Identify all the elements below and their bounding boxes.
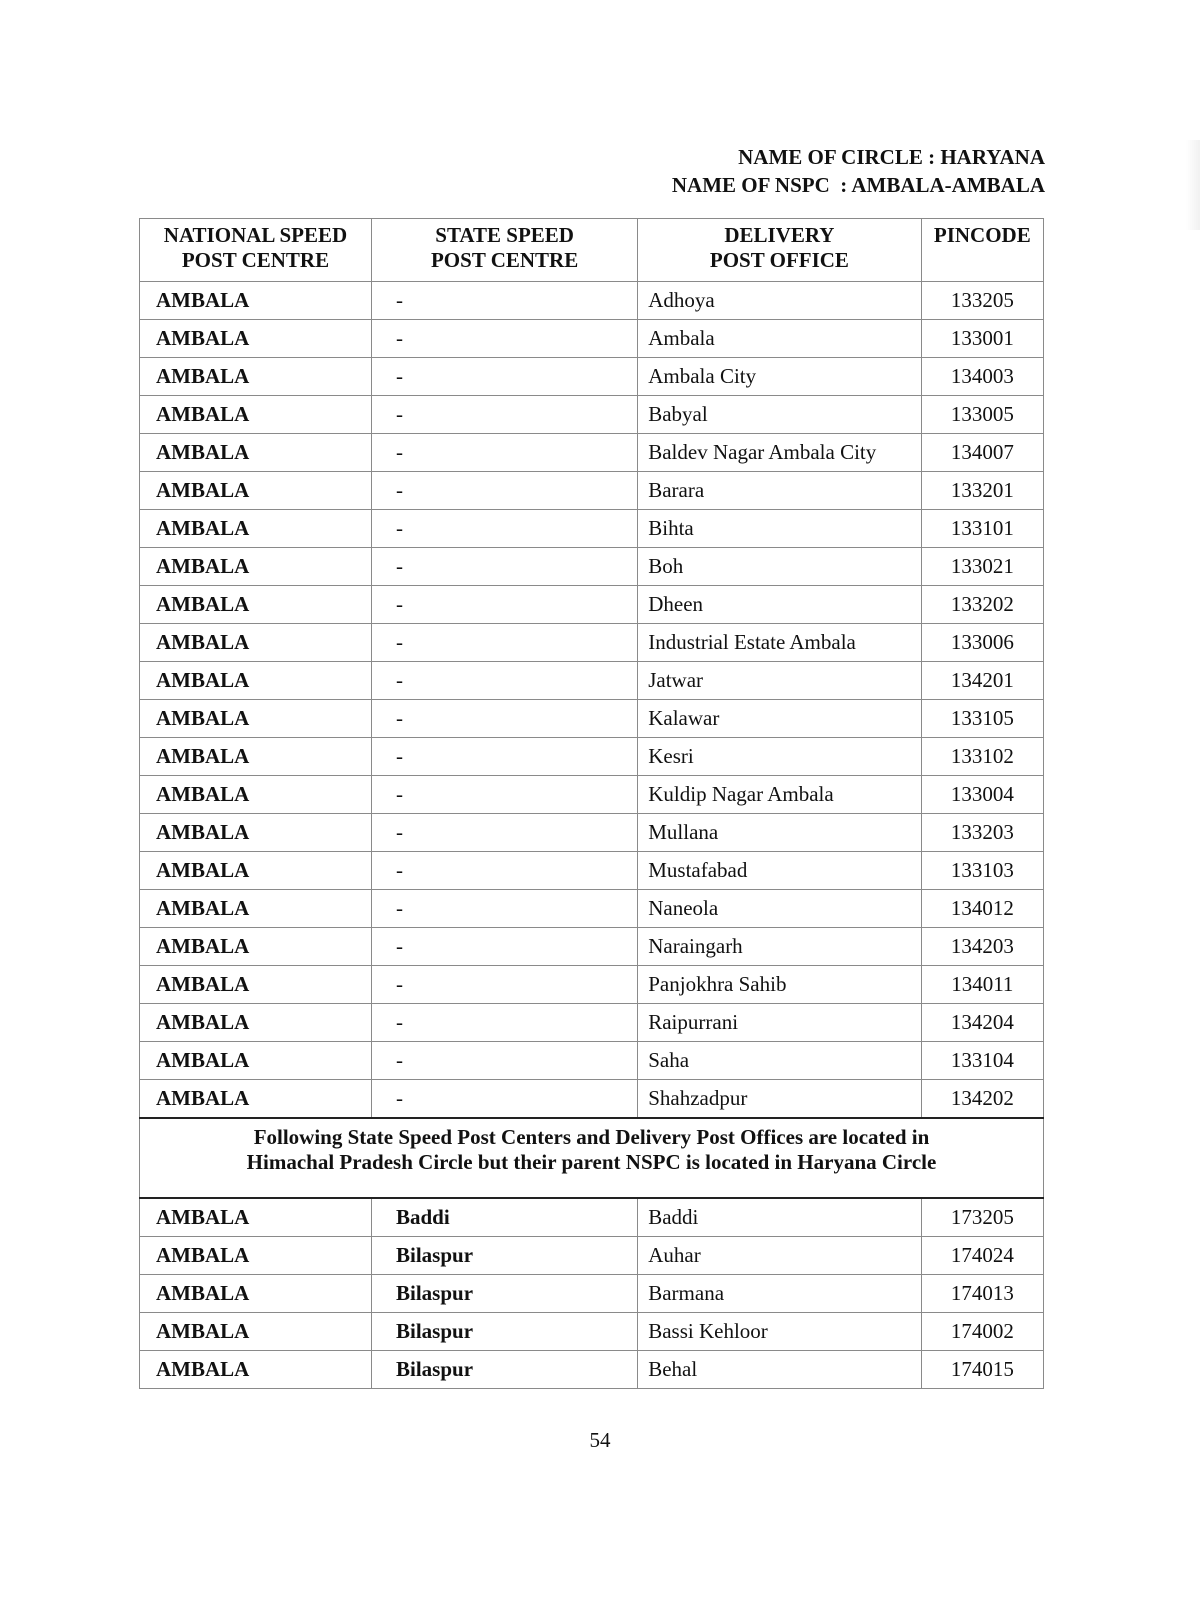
delivery-office-cell: Bassi Kehloor	[638, 1313, 921, 1351]
delivery-office-cell: Behal	[638, 1351, 921, 1389]
delivery-office-cell: Kalawar	[638, 700, 921, 738]
delivery-office-cell: Naneola	[638, 890, 921, 928]
pincode-cell: 134202	[921, 1080, 1043, 1119]
pincode-cell: 133005	[921, 396, 1043, 434]
nspc-cell: AMBALA	[140, 624, 372, 662]
pincode-cell: 133104	[921, 1042, 1043, 1080]
delivery-office-cell: Kesri	[638, 738, 921, 776]
sspc-cell: -	[371, 890, 637, 928]
delivery-office-cell: Panjokhra Sahib	[638, 966, 921, 1004]
table-row	[140, 700, 1044, 738]
table-row	[140, 928, 1044, 966]
sspc-cell: -	[371, 396, 637, 434]
delivery-office-cell: Ambala	[638, 320, 921, 358]
table-row	[140, 548, 1044, 586]
pincode-cell: 134201	[921, 662, 1043, 700]
nspc-cell: AMBALA	[140, 358, 372, 396]
pincode-cell: 174013	[921, 1275, 1043, 1313]
pincode-cell: 174002	[921, 1313, 1043, 1351]
table-row	[140, 1237, 1044, 1275]
pincode-cell: 133001	[921, 320, 1043, 358]
speed-post-table	[139, 218, 1044, 1389]
nspc-cell: AMBALA	[140, 548, 372, 586]
delivery-office-cell: Dheen	[638, 586, 921, 624]
delivery-office-cell: Saha	[638, 1042, 921, 1080]
sspc-cell: -	[371, 358, 637, 396]
sspc-cell: -	[371, 966, 637, 1004]
pincode-cell: 134003	[921, 358, 1043, 396]
sspc-cell: -	[371, 472, 637, 510]
pincode-cell: 133101	[921, 510, 1043, 548]
delivery-office-cell: Naraingarh	[638, 928, 921, 966]
sspc-cell: -	[371, 624, 637, 662]
table-row	[140, 1275, 1044, 1313]
delivery-office-cell: Barara	[638, 472, 921, 510]
table-row	[140, 814, 1044, 852]
sspc-cell: -	[371, 320, 637, 358]
delivery-office-cell: Mustafabad	[638, 852, 921, 890]
sspc-cell: -	[371, 1042, 637, 1080]
pincode-cell: 134007	[921, 434, 1043, 472]
nspc-name: NAME OF NSPC : AMBALA-AMBALA	[671, 173, 1045, 197]
sspc-cell: -	[371, 700, 637, 738]
nspc-cell: AMBALA	[140, 320, 372, 358]
nspc-cell: AMBALA	[140, 1198, 372, 1237]
column-header-sspc: STATE SPEED POST CENTRE	[371, 219, 637, 282]
nspc-cell: AMBALA	[140, 662, 372, 700]
pincode-cell: 133102	[921, 738, 1043, 776]
sspc-cell: -	[371, 1080, 637, 1119]
table-row	[140, 1080, 1044, 1119]
pincode-cell: 133205	[921, 282, 1043, 320]
table-row	[140, 586, 1044, 624]
pincode-cell: 133203	[921, 814, 1043, 852]
table-row	[140, 966, 1044, 1004]
nspc-cell: AMBALA	[140, 472, 372, 510]
pincode-cell: 134011	[921, 966, 1043, 1004]
table-row	[140, 1351, 1044, 1389]
document-header	[672, 143, 1045, 199]
nspc-cell: AMBALA	[140, 1004, 372, 1042]
delivery-office-cell: Jatwar	[638, 662, 921, 700]
table-row	[140, 852, 1044, 890]
nspc-cell: AMBALA	[140, 510, 372, 548]
delivery-office-cell: Industrial Estate Ambala	[638, 624, 921, 662]
table-row	[140, 890, 1044, 928]
delivery-office-cell: Mullana	[638, 814, 921, 852]
sspc-cell: -	[371, 662, 637, 700]
nspc-cell: AMBALA	[140, 928, 372, 966]
delivery-office-cell: Babyal	[638, 396, 921, 434]
delivery-office-cell: Boh	[638, 548, 921, 586]
table-row	[140, 776, 1044, 814]
nspc-cell: AMBALA	[140, 890, 372, 928]
column-header-pincode: PINCODE	[921, 219, 1043, 282]
delivery-office-cell: Auhar	[638, 1237, 921, 1275]
delivery-office-cell: Kuldip Nagar Ambala	[638, 776, 921, 814]
delivery-office-cell: Baddi	[638, 1198, 921, 1237]
delivery-office-cell: Barmana	[638, 1275, 921, 1313]
table-row	[140, 396, 1044, 434]
delivery-office-cell: Ambala City	[638, 358, 921, 396]
page-edge-shadow	[1186, 140, 1200, 230]
nspc-cell: AMBALA	[140, 776, 372, 814]
pincode-cell: 133202	[921, 586, 1043, 624]
pincode-cell: 133103	[921, 852, 1043, 890]
column-header-nspc: NATIONAL SPEED POST CENTRE	[140, 219, 372, 282]
pincode-cell: 133021	[921, 548, 1043, 586]
nspc-cell: AMBALA	[140, 586, 372, 624]
sspc-cell: Baddi	[371, 1198, 637, 1237]
pincode-cell: 134203	[921, 928, 1043, 966]
page-number: 54	[589, 1428, 611, 1452]
delivery-office-cell: Bihta	[638, 510, 921, 548]
himachal-note: Following State Speed Post Centers and Delivery Post Offices are located in Himachal Pradesh Circle but their parent NSPC is located in Haryana Circle	[140, 1118, 1044, 1198]
pincode-cell: 134012	[921, 890, 1043, 928]
table-row	[140, 358, 1044, 396]
pincode-cell: 174024	[921, 1237, 1043, 1275]
table-row	[140, 1198, 1044, 1237]
nspc-cell: AMBALA	[140, 1313, 372, 1351]
sspc-cell: Bilaspur	[371, 1237, 637, 1275]
pincode-cell: 174015	[921, 1351, 1043, 1389]
circle-name: NAME OF CIRCLE : HARYANA	[738, 145, 1045, 169]
table-row	[140, 624, 1044, 662]
nspc-cell: AMBALA	[140, 396, 372, 434]
sspc-cell: -	[371, 510, 637, 548]
nspc-cell: AMBALA	[140, 966, 372, 1004]
table-header-row	[140, 219, 1044, 282]
table-row	[140, 282, 1044, 320]
himachal-rows	[140, 1198, 1044, 1389]
nspc-cell: AMBALA	[140, 852, 372, 890]
sspc-cell: Bilaspur	[371, 1351, 637, 1389]
nspc-cell: AMBALA	[140, 434, 372, 472]
pincode-cell: 133201	[921, 472, 1043, 510]
table-row	[140, 510, 1044, 548]
himachal-note-row	[140, 1118, 1044, 1198]
pincode-cell: 133004	[921, 776, 1043, 814]
column-header-delivery-office: DELIVERY POST OFFICE	[638, 219, 921, 282]
nspc-cell: AMBALA	[140, 700, 372, 738]
sspc-cell: -	[371, 738, 637, 776]
haryana-rows	[140, 282, 1044, 1119]
pincode-cell: 134204	[921, 1004, 1043, 1042]
delivery-office-cell: Shahzadpur	[638, 1080, 921, 1119]
nspc-cell: AMBALA	[140, 738, 372, 776]
table-row	[140, 1313, 1044, 1351]
sspc-cell: -	[371, 434, 637, 472]
nspc-cell: AMBALA	[140, 1042, 372, 1080]
nspc-cell: AMBALA	[140, 1275, 372, 1313]
table-row	[140, 320, 1044, 358]
table-row	[140, 738, 1044, 776]
nspc-cell: AMBALA	[140, 814, 372, 852]
delivery-office-cell: Raipurrani	[638, 1004, 921, 1042]
sspc-cell: -	[371, 282, 637, 320]
nspc-cell: AMBALA	[140, 1080, 372, 1119]
pincode-cell: 133105	[921, 700, 1043, 738]
table-row	[140, 1004, 1044, 1042]
sspc-cell: -	[371, 776, 637, 814]
sspc-cell: Bilaspur	[371, 1275, 637, 1313]
table-row	[140, 662, 1044, 700]
pincode-cell: 173205	[921, 1198, 1043, 1237]
sspc-cell: -	[371, 928, 637, 966]
sspc-cell: -	[371, 586, 637, 624]
sspc-cell: Bilaspur	[371, 1313, 637, 1351]
nspc-cell: AMBALA	[140, 1237, 372, 1275]
table-row	[140, 472, 1044, 510]
pincode-cell: 133006	[921, 624, 1043, 662]
nspc-cell: AMBALA	[140, 282, 372, 320]
delivery-office-cell: Adhoya	[638, 282, 921, 320]
table-row	[140, 1042, 1044, 1080]
sspc-cell: -	[371, 548, 637, 586]
sspc-cell: -	[371, 852, 637, 890]
table-row	[140, 434, 1044, 472]
sspc-cell: -	[371, 1004, 637, 1042]
sspc-cell: -	[371, 814, 637, 852]
delivery-office-cell: Baldev Nagar Ambala City	[638, 434, 921, 472]
nspc-cell: AMBALA	[140, 1351, 372, 1389]
